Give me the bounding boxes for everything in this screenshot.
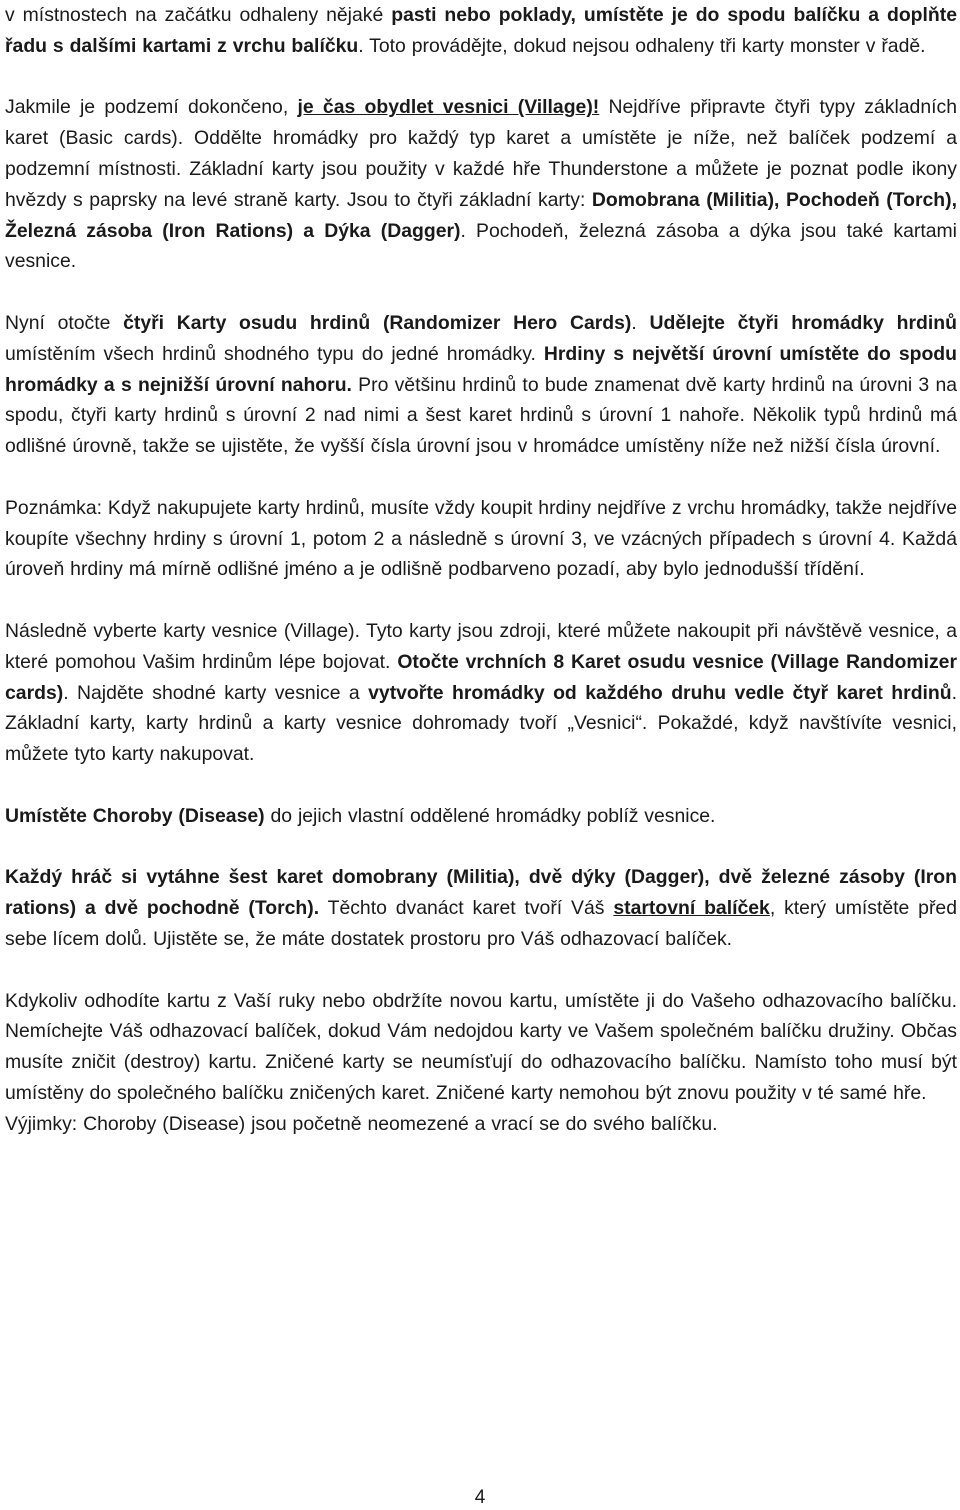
paragraph-discard-destroy [5,986,957,1109]
paragraph-hero-cards [5,308,957,462]
body-text: . Základní karty, karty hrdinů a karty vesnice dohromady tvoří „Vesnici“. Pokaždé, když navštívíte vesnici, můžete tyto karty nakupovat. [5,681,958,766]
paragraph-gap [5,585,957,616]
emphasis-text: čtyři Karty osudu hrdinů (Randomizer Hero Cards) [123,311,632,334]
paragraph-note-buying-heroes [5,493,957,585]
body-text: Jakmile je podzemí dokončeno, [5,96,298,119]
body-text: Pro většinu hrdinů to bude znamenat dvě karty hrdinů na úrovni 3 na spodu, čtyři karty hrdinů s úrovní 2 nad nimi a šest karet hrdinů s úrovní 1 nahoře. Několik typů hrdinů má odlišné úrovně, takže se ujistěte, že vyšší čísla úrovní jsou v hromádce umístěny níže než nižší čísla úrovní. [5,373,958,458]
body-text: Poznámka: Když nakupujete karty hrdinů, musíte vždy koupit hrdiny nejdříve z vrchu hromádky, takže nejdříve koupíte všechny hrdiny s úrovní 1, potom 2 a následně s úrovní 3, ve vzácných případech s úrovní 4. Každá úroveň hrdiny má mírně odlišné jméno a je odlišně podbarveno pozadí, aby bylo jednodušší třídění. [5,496,957,581]
body-text: . Pochodeň, železná zásoba a dýka jsou také kartami vesnice. [5,219,957,273]
body-text: umístěním všech hrdinů shodného typu do jedné hromádky. [5,342,544,365]
body-text: . Najděte shodné karty vesnice a [63,681,369,704]
body-text: v místnostech na začátku odhaleny nějaké [5,4,392,26]
paragraph-gap [5,62,957,93]
body-text: . [631,311,650,334]
emphasis-text: Domobrana (Militia), Pochodeň (Torch), Železná zásoba (Iron Rations) a Dýka (Dagger) [5,188,957,242]
document-page [5,0,957,1139]
paragraph-exceptions [5,1109,957,1140]
body-text: . Toto provádějte, dokud nejsou odhaleny tři karty monster v řadě. [358,34,926,57]
emphasis-text: vytvořte hromádky od každého druhu vedle čtyř karet hrdinů [368,681,952,704]
body-text: Výjimky: Choroby (Disease) jsou početně neomezené a vrací se do svého balíčku. [5,1112,718,1135]
paragraph-dungeon-setup [5,0,957,62]
paragraph-gap [5,955,957,986]
emphasis-text: Umístěte Choroby (Disease) [5,804,265,827]
body-text: , který umístěte před sebe lícem dolů. Ujistěte se, že máte dostatek prostoru pro Váš odhazovací balíček. [5,897,957,950]
paragraph-gap [5,770,957,801]
paragraph-gap [5,462,957,493]
body-text: Těchto dvanáct karet tvoří Váš [319,897,614,920]
paragraph-gap [5,277,957,308]
emphasis-text: Udělejte čtyři hromádky hrdinů [649,311,957,334]
body-text: Nyní otočte [5,311,124,334]
page-number: 4 [474,1487,486,1508]
emphasis-text: pasti nebo poklady, umístěte je do spodu balíčku a doplňte řadu s dalšími kartami z vrchu balíčku [5,4,957,57]
emphasis-underlined-text: je čas obydlet vesnici (Village)! [297,96,600,119]
body-text: Nejdříve připravte čtyři typy základních karet (Basic cards). Oddělte hromádky pro každý typ karet a umístěte je níže, než balíček podzemí a podzemní místnosti. Základní karty jsou použity v každé hře Thunderstone a můžete je poznat podle ikony hvězdy s paprsky na levé straně karty. Jsou to čtyři základní karty: [5,96,957,211]
body-text: Kdykoliv odhodíte kartu z Vaší ruky nebo obdržíte novou kartu, umístěte ji do Vašeho odhazovacího balíčku. Nemíchejte Váš odhazovací balíček, dokud Vám nedojdou karty ve Vašem společném balíčku družiny. Občas musíte zničit (destroy) kartu. Zničené karty se neumísťují do odhazovacího balíčku. Namísto toho musí být umístěny do společného balíčku zničených karet. Zničené karty nemohou být znovu použity v té samé hře. [5,989,957,1104]
emphasis-text: Otočte vrchních 8 Karet osudu vesnice (Village Randomizer cards) [5,650,957,704]
paragraph-gap [5,832,957,863]
paragraph-starting-deck [5,862,957,954]
paragraph-village-cards [5,616,957,770]
body-text: do jejich vlastní oddělené hromádky poblíž vesnice. [264,804,716,827]
paragraph-village-basic-cards [5,92,957,277]
emphasis-text: Každý hráč si vytáhne šest karet domobrany (Militia), dvě dýky (Dagger), dvě železné zásoby (Iron rations) a dvě pochodně (Torch). [5,866,957,920]
emphasis-underlined-text: startovní balíček [613,897,770,920]
paragraph-disease [5,801,957,832]
emphasis-text: Hrdiny s největší úrovní umístěte do spodu hromádky a s nejnižší úrovní nahoru. [5,342,957,396]
body-text: Následně vyberte karty vesnice (Village). Tyto karty jsou zdroji, které můžete nakoupit při návštěvě vesnice, a které pomohou Vašim hrdinům lépe bojovat. [5,619,957,673]
